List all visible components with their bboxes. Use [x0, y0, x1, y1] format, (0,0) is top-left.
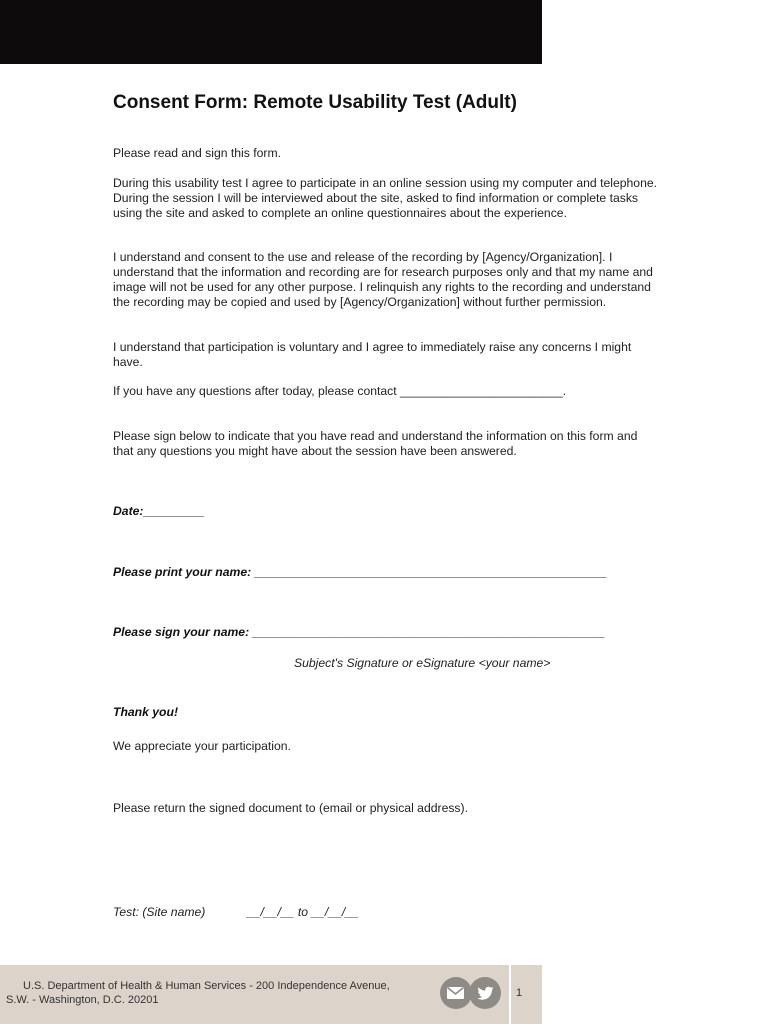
print-name-field[interactable]: Please print your name: ____________________________________________________: [113, 565, 608, 579]
twitter-icon: [469, 977, 501, 1009]
participation-paragraph: During this usability test I agree to participate in an online session using my computer and telephone. During the session I will be interviewed about the site, asked to find information or complete tasks using the site and asked to complete an online questionnaires about the experience.: [113, 176, 658, 220]
test-dates-field[interactable]: __/__/__ to __/__/__: [247, 905, 359, 919]
intro-text: Please read and sign this form.: [113, 146, 282, 160]
footer-address: [6, 979, 390, 1007]
page-footer: [0, 965, 542, 1024]
voluntary-paragraph: I understand that participation is voluntary and I agree to immediately raise any concerns I might have.: [113, 340, 632, 369]
contact-line: If you have any questions after today, please contact ________________________.: [113, 384, 567, 398]
footer-divider: [509, 965, 511, 1024]
test-info-row: [113, 905, 359, 919]
thank-you-heading: Thank you!: [113, 705, 179, 719]
signature-caption: Subject's Signature or eSignature <your name>: [294, 656, 551, 670]
twitter-button[interactable]: [469, 977, 501, 1009]
mail-icon: [440, 977, 472, 1009]
consent-paragraph: I understand and consent to the use and release of the recording by [Agency/Organization]. I understand that the information and recording are for research purposes only and that my name and image will not be used for any other purpose. I relinquish any rights to the recording and understand the recording may be copied and used by [Agency/Organization] without further permission.: [113, 250, 653, 309]
footer-address-line-1: U.S. Department of Health & Human Services - 200 Independence Avenue,: [23, 980, 390, 992]
mail-button[interactable]: [440, 977, 472, 1009]
sign-name-field[interactable]: Please sign your name: ____________________________________________________: [113, 625, 605, 639]
footer-address-line-2: S.W. - Washington, D.C. 20201: [6, 994, 159, 1006]
page-title: Consent Form: Remote Usability Test (Adult): [113, 92, 517, 113]
test-site-label: Test: (Site name): [113, 905, 206, 919]
date-field[interactable]: Date:_________: [113, 504, 205, 518]
sign-instruction: Please sign below to indicate that you have read and understand the information on this form and that any questions you might have about the session have been answered.: [113, 429, 638, 458]
header-bar: [0, 0, 542, 64]
appreciation-text: We appreciate your participation.: [113, 739, 291, 753]
page-number: 1: [516, 987, 523, 999]
return-instruction: Please return the signed document to (email or physical address).: [113, 801, 468, 815]
